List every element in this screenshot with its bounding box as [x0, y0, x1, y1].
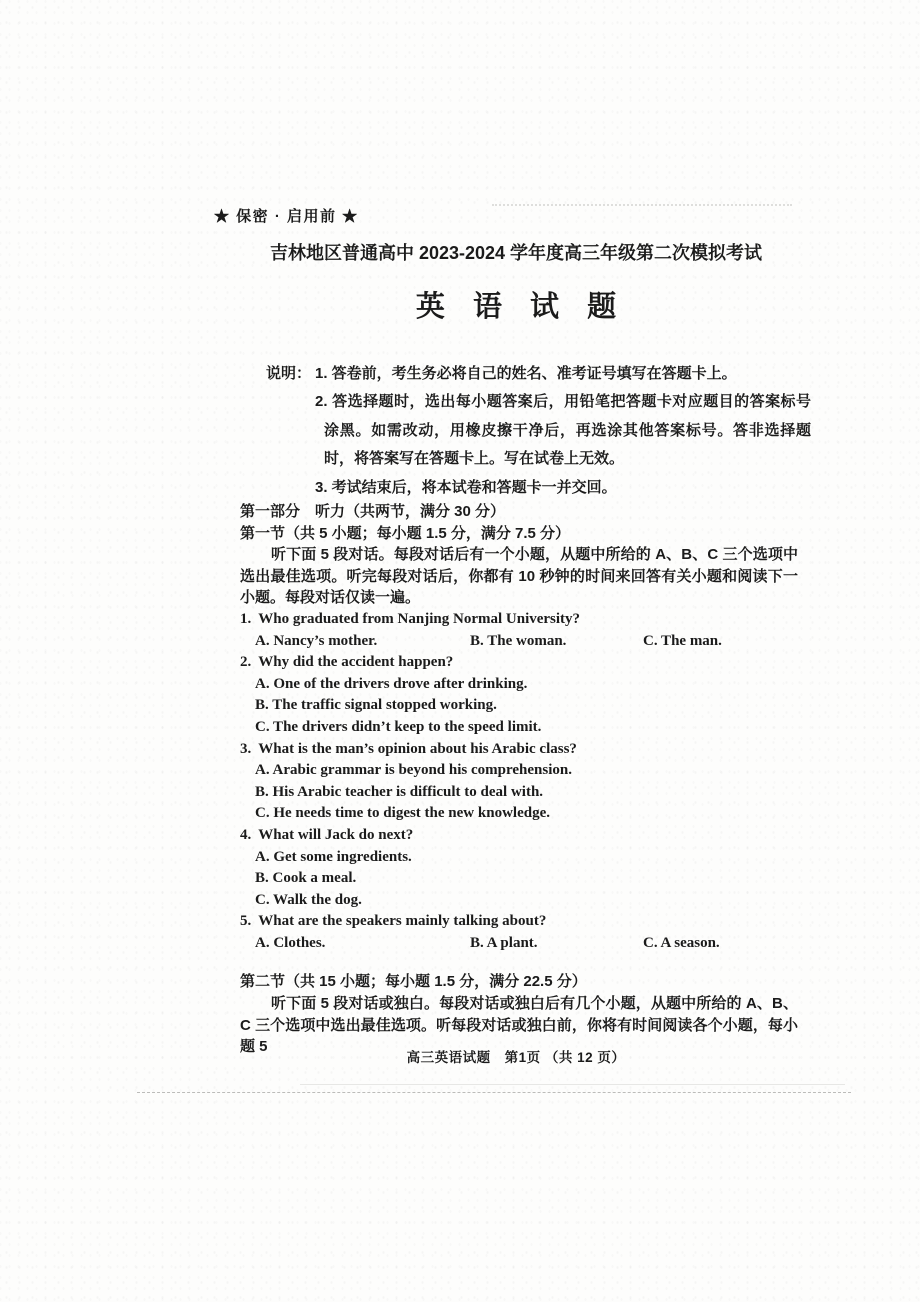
options-stack — [240, 847, 798, 912]
question-5 — [240, 911, 798, 954]
option-a: A. Nancy’s mother. — [255, 632, 378, 649]
option-b: B. His Arabic teacher is difficult to deal with. — [255, 783, 544, 800]
question-number: 2. — [240, 654, 252, 671]
option-b: B. The traffic signal stopped working. — [255, 697, 497, 714]
option-a: A. Get some ingredients. — [255, 848, 412, 865]
question-text: Who graduated from Nanjing Normal University? — [258, 610, 581, 627]
options-stack — [240, 760, 798, 825]
question-3 — [240, 739, 798, 825]
option-b: B. A plant. — [470, 934, 538, 951]
exam-notes — [266, 360, 811, 502]
section2-direction: 听下面 5 段对话或独白。每段对话或独白后有几个小题，从题中所给的 A、B、C 三个选项中选出最佳选项。听每段对话或独白前，你将有时间阅读各个小题，每小题 5 — [240, 995, 798, 1056]
option-c: C. He needs time to digest the new knowledge. — [255, 805, 550, 822]
option-a: A. Clothes. — [255, 934, 326, 951]
scan-artifact-dashed-line — [137, 1092, 851, 1093]
question-text: What is the man’s opinion about his Arabic class? — [258, 740, 577, 757]
option-b: B. Cook a meal. — [255, 870, 357, 887]
question-stem — [240, 652, 798, 674]
security-notice: ★ 保密 · 启用前 ★ — [214, 208, 359, 225]
exam-title: 吉林地区普通高中 2023-2024 学年度高三年级第二次模拟考试 — [269, 243, 763, 263]
question-number: 1. — [240, 610, 252, 627]
option-c: C. The drivers didn’t keep to the speed limit. — [255, 718, 542, 735]
note-item-1: 1. 答卷前，考生务必将自己的姓名、准考证号填写在答题卡上。 — [315, 365, 737, 382]
question-text: Why did the accident happen? — [258, 654, 454, 671]
note-item-2: 2. 答选择题时，选出每小题答案后，用铅笔把答题卡对应题目的答案标号涂黑。如需改动，用橡皮擦干净后，再选涂其他答案标号。答非选择题时，将答案写在答题卡上。写在试卷上无效。 — [315, 393, 811, 468]
option-c: C. The man. — [643, 632, 722, 649]
section1-direction: 听下面 5 段对话。每段对话后有一个小题，从题中所给的 A、B、C 三个选项中选出最佳选项。听完每段对话后，你都有 10 秒钟的时间来回答有关小题和阅读下一小题。每段对话仅读一遍。 — [240, 546, 798, 607]
scan-artifact-soft-line — [300, 1084, 845, 1085]
subject-title: 英 语 试 题 — [415, 291, 627, 323]
question-4 — [240, 825, 798, 911]
notes-label: 说明： — [266, 365, 312, 382]
question-stem — [240, 739, 798, 761]
notes-list — [266, 360, 811, 502]
question-1 — [240, 609, 798, 652]
question-stem — [240, 609, 798, 631]
question-number: 3. — [240, 740, 252, 757]
options-row — [240, 631, 798, 653]
section2-heading: 第二节（共 15 小题；每小题 1.5 分，满分 22.5 分） — [240, 973, 587, 991]
scan-artifact-dotted-line — [492, 204, 792, 206]
option-c: C. A season. — [643, 934, 720, 951]
options-stack — [240, 674, 798, 739]
question-2 — [240, 652, 798, 738]
question-stem — [240, 911, 798, 933]
note-item-3: 3. 考试结束后，将本试卷和答题卡一并交回。 — [315, 478, 617, 496]
question-number: 5. — [240, 913, 252, 930]
option-a: A. Arabic grammar is beyond his comprehension. — [255, 762, 572, 779]
question-stem — [240, 825, 798, 847]
section1-heading: 第一节（共 5 小题；每小题 1.5 分，满分 7.5 分） — [240, 524, 571, 542]
option-a: A. One of the drivers drove after drinking. — [255, 675, 528, 692]
options-row — [240, 933, 798, 955]
option-b: B. The woman. — [470, 632, 567, 649]
question-text: What will Jack do next? — [258, 826, 414, 843]
question-text: What are the speakers mainly talking about? — [258, 913, 547, 930]
page-footer: 高三英语试题 第1页 （共 12 页） — [406, 1050, 626, 1065]
part1-heading: 第一部分 听力（共两节，满分 30 分） — [240, 503, 506, 520]
option-c: C. Walk the dog. — [255, 891, 362, 908]
exam-body — [240, 501, 798, 1058]
question-number: 4. — [240, 826, 252, 843]
